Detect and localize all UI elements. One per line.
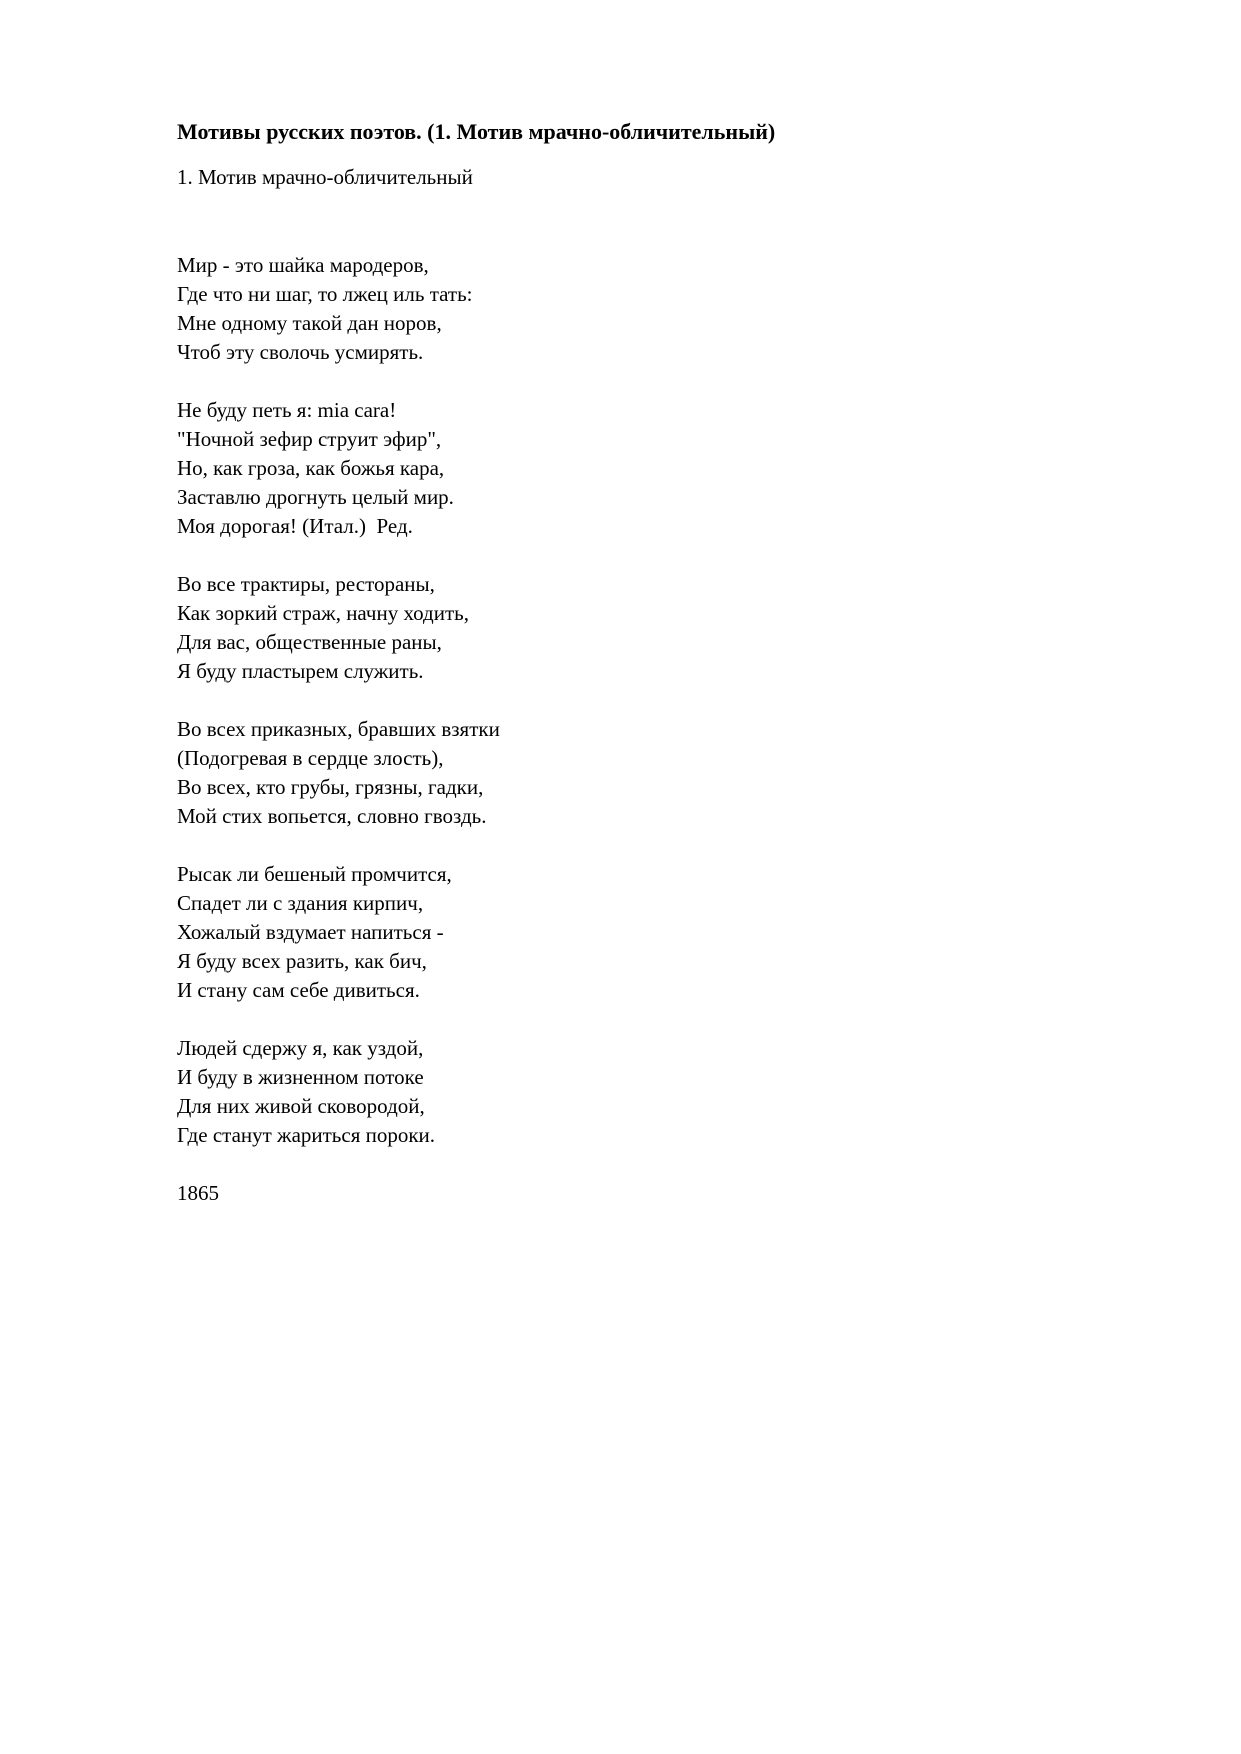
poem-line: Чтоб эту сволочь усмирять. [177,340,424,364]
poem-line: Как зоркий страж, начну ходить, [177,601,469,625]
stanza-1 [177,251,1157,367]
poem-subtitle: 1. Мотив мрачно-обличительный [177,165,473,189]
poem-line: Мой стих вопьется, словно гвоздь. [177,804,487,828]
poem-line: Но, как гроза, как божья кара, [177,456,445,480]
poem-body [177,251,1157,1150]
stanza-3 [177,570,1157,686]
stanza-5 [177,860,1157,1005]
poem-line: Спадет ли с здания кирпич, [177,891,424,915]
poem-line: Для вас, общественные раны, [177,630,442,654]
poem-line: Людей сдержу я, как уздой, [177,1036,424,1060]
poem-line: Мне одному такой дан норов, [177,311,442,335]
stanza-4 [177,715,1157,831]
poem-line: Во всех, кто грубы, грязны, гадки, [177,775,484,799]
poem-line: Рысак ли бешеный промчится, [177,862,452,886]
poem-line: Для них живой сковородой, [177,1094,425,1118]
document-content [177,118,1157,1208]
poem-line: И стану сам себе дивиться. [177,978,420,1002]
poem-line: Я буду всех разить, как бич, [177,949,427,973]
poem-year: 1865 [177,1181,219,1205]
poem-line: Где что ни шаг, то лжец иль тать: [177,282,473,306]
poem-line: (Подогревая в сердце злость), [177,746,444,770]
poem-line: Я буду пластырем служить. [177,659,424,683]
poem-line: Заставлю дрогнуть целый мир. [177,485,454,509]
stanza-6 [177,1034,1157,1150]
poem-line: Во все трактиры, рестораны, [177,572,435,596]
poem-line: Мир - это шайка мародеров, [177,253,429,277]
poem-line: Где станут жариться пороки. [177,1123,436,1147]
stanza-2 [177,396,1157,541]
poem-line: "Ночной зефир струит эфир", [177,427,442,451]
poem-line: Хожалый вздумает напиться - [177,920,444,944]
poem-line: Не буду петь я: mia cara! [177,398,397,422]
footnote-line: Моя дорогая! (Итал.) Ред. [177,514,413,538]
document-title: Мотивы русских поэтов. (1. Мотив мрачно-обличительный) [177,119,776,144]
poem-line: Во всех приказных, бравших взятки [177,717,500,741]
poem-line: И буду в жизненном потоке [177,1065,424,1089]
